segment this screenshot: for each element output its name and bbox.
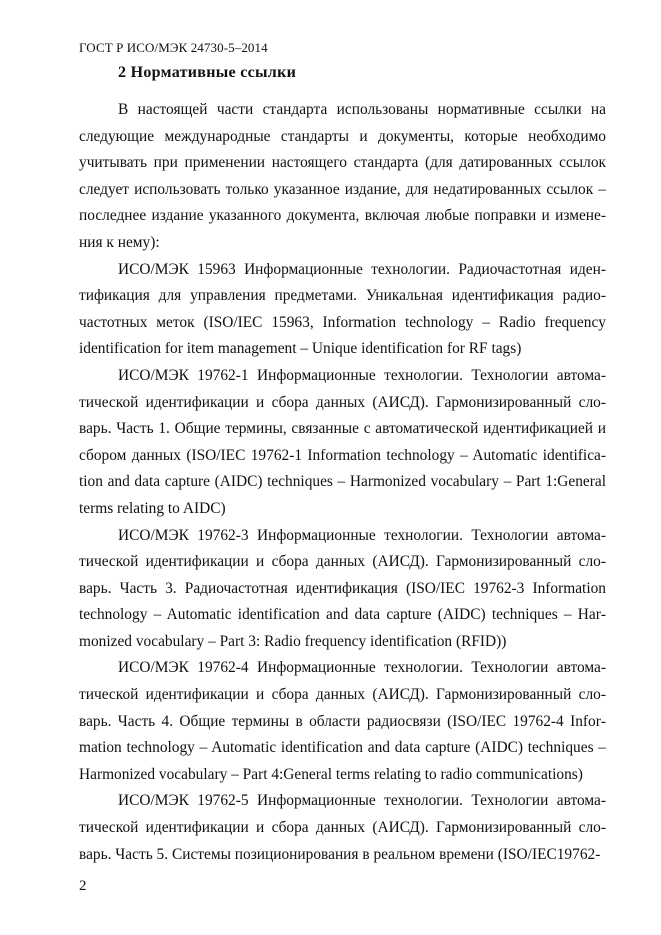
paragraph-intro: В настоящей части стандарта использованы нормативные ссылки на следующие международные стандарты и документы, которые необходимо учитывать при применении настоящего стандарта (для датированных ссылок следует использовать только указанное издание, для недатированных ссылок – последнее издание указанного документа, включая любые поправки и изменения к нему): — [79, 101, 606, 251]
body-text — [79, 97, 606, 868]
paragraph-iso-19762-4: ИСО/МЭК 19762-4 Информационные технологии. Технологии автоматической идентификации и сбора данных (АИСД). Гармонизированный словарь. Часть 4. Общие термины в области радиосвязи (ISO/IEC 19762-4 Information technology – Automatic identification and data capture (AIDC) techniques – Harmonized vocabulary – Part 4:General terms relating to radio communications) — [79, 659, 606, 783]
paragraph-iso-15963: ИСО/МЭК 15963 Информационные технологии. Радиочастотная идентификация для управления предметами. Уникальная идентификация радиочастотных меток (ISO/IEC 15963, Information technology – Radio frequency identification for item management – Unique identification for RF tags) — [79, 260, 606, 358]
document-header: ГОСТ Р ИСО/МЭК 24730-5–2014 — [79, 40, 268, 55]
section-title: 2 Нормативные ссылки — [118, 64, 297, 81]
paragraph-iso-19762-3: ИСО/МЭК 19762-3 Информационные технологии. Технологии автоматической идентификации и сбора данных (АИСД). Гармонизированный словарь. Часть 3. Радиочастотная идентификация (ISO/IEC 19762-3 Information technology – Automatic identification and data capture (AIDC) techniques – Harmonized vocabulary – Part 3: Radio frequency identification (RFID)) — [79, 526, 606, 650]
paragraph-iso-19762-1: ИСО/МЭК 19762-1 Информационные технологии. Технологии автоматической идентификации и сбора данных (АИСД). Гармонизированный словарь. Часть 1. Общие термины, связанные с автоматической идентификацией и сбором данных (ISO/IEC 19762-1 Information technology – Automatic identification and data capture (AIDC) techniques – Harmonized vocabulary – Part 1:General terms relating to AIDC) — [79, 366, 606, 517]
paragraph-iso-19762-5: ИСО/МЭК 19762-5 Информационные технологии. Технологии автоматической идентификации и сбора данных (АИСД). Гармонизированный словарь. Часть 5. Системы позиционирования в реальном времени (ISO/IEC19762- — [79, 792, 606, 863]
page-number: 2 — [79, 878, 87, 894]
